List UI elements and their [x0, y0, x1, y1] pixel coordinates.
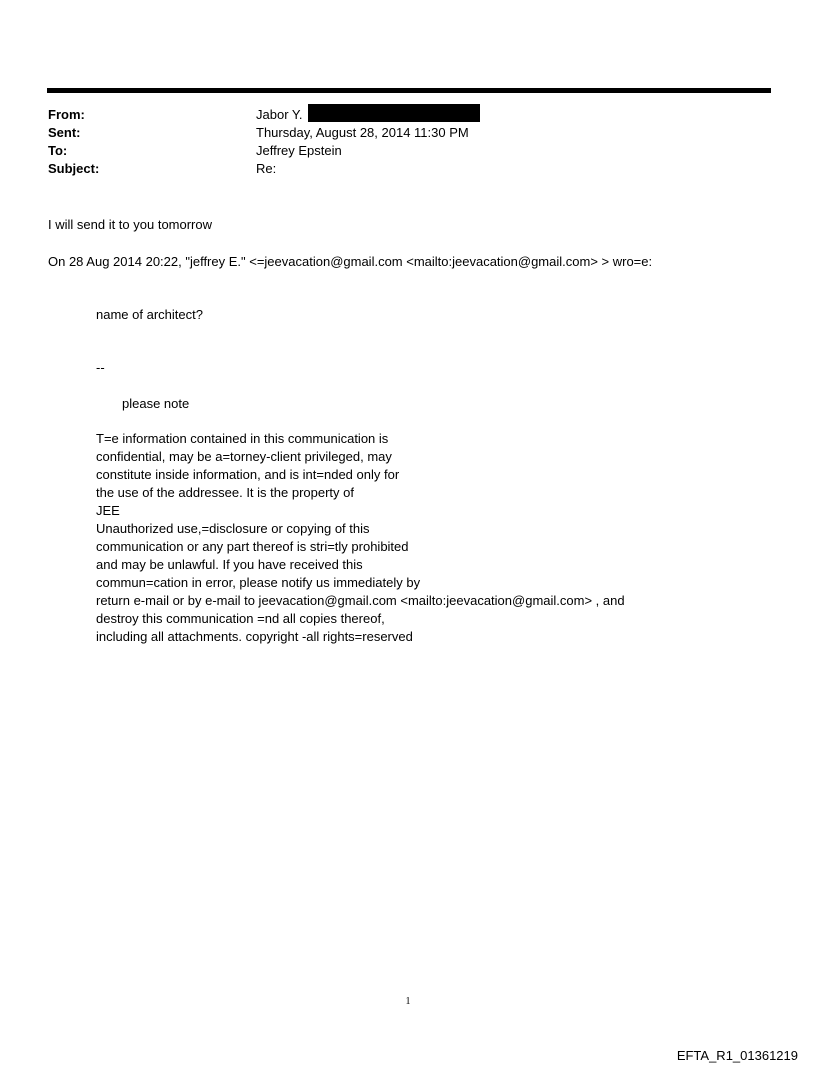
- disclaimer-line: including all attachments. copyright -all rights=reserved: [96, 629, 413, 644]
- signature-separator: --: [96, 360, 105, 375]
- disclaimer-line: Unauthorized use,=disclosure or copying of this: [96, 521, 370, 536]
- disclaimer-line: and may be unlawful. If you have received this: [96, 557, 363, 572]
- disclaimer-line: commun=cation in error, please notify us immediately by: [96, 575, 421, 590]
- sent-label: Sent:: [48, 125, 81, 140]
- disclaimer-line: JEE: [96, 503, 120, 518]
- from-value: [256, 106, 480, 124]
- reply-text: I will send it to you tomorrow: [48, 217, 213, 232]
- subject-value: Re:: [256, 161, 277, 176]
- quote-intro: On 28 Aug 2014 20:22, "jeffrey E." <=jeevacation@gmail.com <mailto:jeevacation@gmail.com> > wro=e:: [48, 254, 653, 269]
- sent-value: Thursday, August 28, 2014 11:30 PM: [256, 125, 469, 140]
- header-rule: [47, 88, 771, 93]
- disclaimer-line: the use of the addressee. It is the property of: [96, 485, 354, 500]
- disclaimer-line: constitute inside information, and is int=nded only for: [96, 467, 400, 482]
- to-label: To:: [48, 143, 68, 158]
- disclaimer-line: return e-mail or by e-mail to jeevacation@gmail.com <mailto:jeevacation@gmail.com> , and: [96, 593, 625, 608]
- disclaimer-line: T=e information contained in this communication is: [96, 431, 389, 446]
- page-number: 1: [405, 996, 411, 1007]
- quoted-question: name of architect?: [96, 307, 203, 322]
- from-label: From:: [48, 107, 85, 122]
- please-note: please note: [122, 396, 190, 411]
- redaction-block: [308, 104, 480, 122]
- to-value: Jeffrey Epstein: [256, 143, 342, 158]
- from-name: Jabor Y.: [256, 107, 303, 122]
- subject-label: Subject:: [48, 161, 100, 176]
- bates-number: EFTA_R1_01361219: [676, 1048, 798, 1063]
- disclaimer-line: confidential, may be a=torney-client privileged, may: [96, 449, 392, 464]
- disclaimer-line: destroy this communication =nd all copies thereof,: [96, 611, 385, 626]
- disclaimer-line: communication or any part thereof is stri=tly prohibited: [96, 539, 409, 554]
